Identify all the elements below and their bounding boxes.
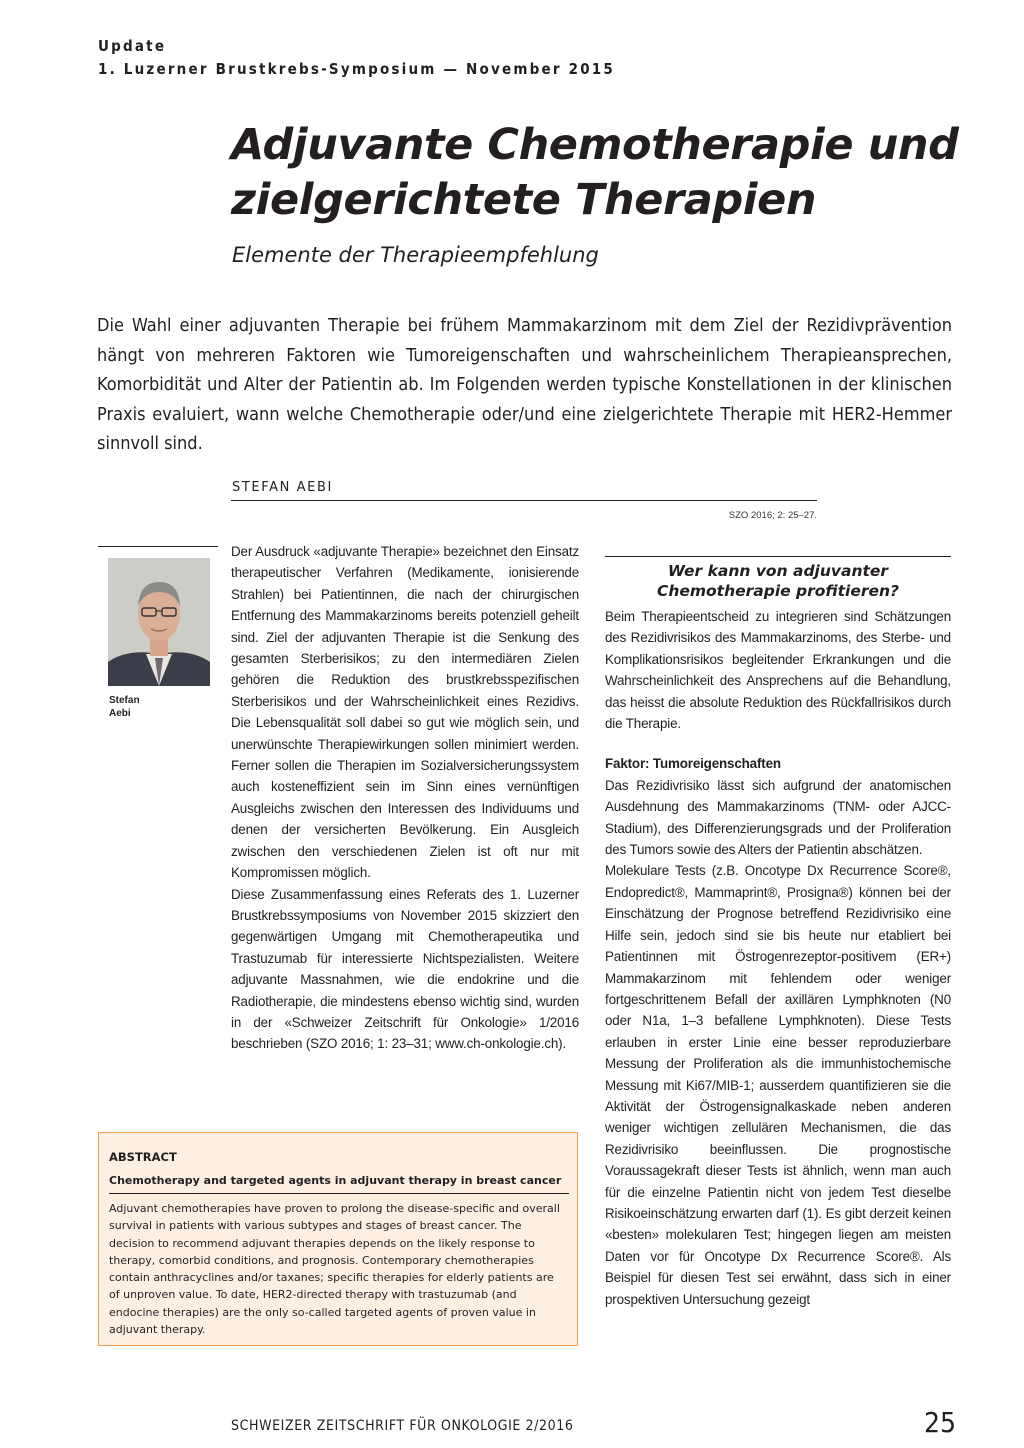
page-number: 25 [924,1406,957,1439]
author-divider [231,500,817,501]
caption-last-name: Aebi [109,708,131,719]
abstract-title: Chemotherapy and targeted agents in adjuvant therapy in breast cancer [109,1174,562,1187]
body-paragraph: Diese Zusammenfassung eines Referats des 1. Luzerner Brustkrebssymposiums von November 2015 skizziert den gegenwärtigen Umgang mit Chemotherapeutika und Trastuzumab für interessierte Nichtspezialisten. Weitere adjuvante Massnahmen, wie die endokrine und die Radiotherapie, die mindestens ebenso wichtig sind, wurden in der «Schweizer Zeitschrift für Onkologie» 1/2016 beschrieben (SZO 2016; 1: 23–31; www.ch-onkologie.ch). [231,886,579,1052]
abstract-label: ABSTRACT [109,1150,177,1164]
running-header-section: Update [98,37,167,55]
journal-name: SCHWEIZER ZEITSCHRIFT FÜR ONKOLOGIE 2/2016 [231,1418,574,1434]
section-divider [605,556,951,557]
author-photo [108,558,210,686]
body-column-middle [231,541,579,1055]
body-column-right [605,606,951,1310]
caption-first-name: Stefan [109,695,140,706]
article-title: Adjuvante Chemotherapie und zielgerichtete Therapien [231,120,959,225]
article-lead: Die Wahl einer adjuvanten Therapie bei frühem Mammakarzinom mit dem Ziel der Rezidivprävention hängt von mehreren Faktoren wie Tumoreigenschaften und wahrscheinlichem Therapieansprechen, Komorbidität und Alter der Patientin ab. Im Folgenden werden typische Konstellationen in der klinischen Praxis evaluiert, wann welche Chemotherapie oder/und eine zielgerichtete Therapie mit HER2-Hemmer sinnvoll sind. [97,315,952,454]
author-name: STEFAN AEBI [232,480,333,495]
abstract-text: Adjuvant chemotherapies have proven to prolong the disease-specific and overall survival in patients with various subtypes and stages of breast cancer. The decision to recommend adjuvant therapies depends on the likely response to therapy, comorbid conditions, and prognosis. Contemporary chemotherapies contain anthracyclines and/or taxanes; specific therapies for elderly patients are of unproven value. To date, HER2-directed therapy with trastuzumab (and endocine therapies) are the only so-called targeted agents of proven value in adjuvant therapy. [109,1202,560,1337]
body-paragraph: Das Rezidivrisiko lässt sich aufgrund der anatomischen Ausdehnung des Mammakarzinoms (TNM- oder AJCC-Stadium), des Differenzierungsgrads und der Proliferation des Tumors sowie des Alters der Patientin abschätzen. [605,777,951,858]
citation: SZO 2016; 2: 25–27. [728,510,817,521]
running-header-event: 1. Luzerner Brustkrebs-Symposium — November 2015 [98,60,615,78]
body-paragraph: Beim Therapieentscheid zu integrieren sind Schätzungen des Rezidivrisikos des Mammakarzinoms, des Sterbe- und Komplikationsrisikos begleitender Erkrankungen und die Wahrscheinlichkeit des Ansprechens auf die Behandlung, das heisst die absolute Reduktion des Rückfallrisikos durch die Therapie. [605,609,951,732]
section-heading: Wer kann von adjuvanter Chemotherapie profitieren? [656,562,900,600]
abstract-box [98,1132,578,1346]
body-paragraph: Der Ausdruck «adjuvante Therapie» bezeichnet den Einsatz therapeutischer Verfahren (Medikamente, ionisierende Strahlen) bei Patientinnen, die nach der chirurgischen Entfernung des Mammakarzinoms bereits potenziell geheilt sind. Ziel der adjuvanten Therapie ist die Senkung des gesamten Sterberisikos; zu den intermediären Zielen gehören die Reduktion des brustkrebsspezifischen Sterberisikos und der Wahrscheinlichkeit eines Rezidivs. Die Lebensqualität soll dabei so gut wie möglich sein, und unerwünschte Therapiewirkungen sollen minimiert werden. Ferner sollen die Therapien im Sozialversicherungssystem auch kosteneffizient sein im Sinn eines vernünftigen Ausgleichs zwischen den Interessen des Individuums und denen der versicherten Bevölkerung. Ein Ausgleich zwischen den verschiedenen Zielen ist oft nur mit Kompromissen möglich. [231,544,579,881]
photo-caption [109,694,140,720]
body-paragraph: Molekulare Tests (z.B. Oncotype Dx Recurrence Score®, Endopredict®, Mammaprint®, Prosigna®) können bei der Einschätzung der Prognose betreffend Rezidivrisiko eine Hilfe sein, jedoch sind sie bis heute nur etabliert bei Patientinnen mit Östrogenrezeptor-positivem (ER+) Mammakarzinom mit fehlendem oder weniger fortgeschrittenem Befall der axillären Lymphknoten (N0 oder N1a, 1–3 befallene Lymphknoten). Diese Tests erlauben in erster Linie eine besser reproduzierbare Messung der Proliferation als die immunhistochemische Messung mit Ki67/MIB-1; ausserdem quantifizieren sie die Aktivität der Östrogensignalkaskade neben anderen weniger wichtigen zellulären Mechanismen, die das Rezidivrisiko beeinflussen. Die prognostische Voraussagekraft dieser Tests ist ähnlich, wenn man auch für die einzelne Patientin nicht von jedem Test dieselbe Risikoeinschätzung erwarten darf (1). Es gibt derzeit keinen «besten» molekularen Test; hingegen liegen am meisten Daten vor für Oncotype Dx Recurrence Score®. Als Beispiel für diesen Test sei erwähnt, dass sich in einer prospektiven Untersuchung gezeigt [605,863,951,1307]
author-portrait-icon [108,558,210,686]
article-subtitle: Elemente der Therapieempfehlung [232,243,599,267]
abstract-divider [109,1193,569,1194]
subsection-heading: Faktor: Tumoreigenschaften [605,756,781,772]
photo-divider [98,546,218,547]
